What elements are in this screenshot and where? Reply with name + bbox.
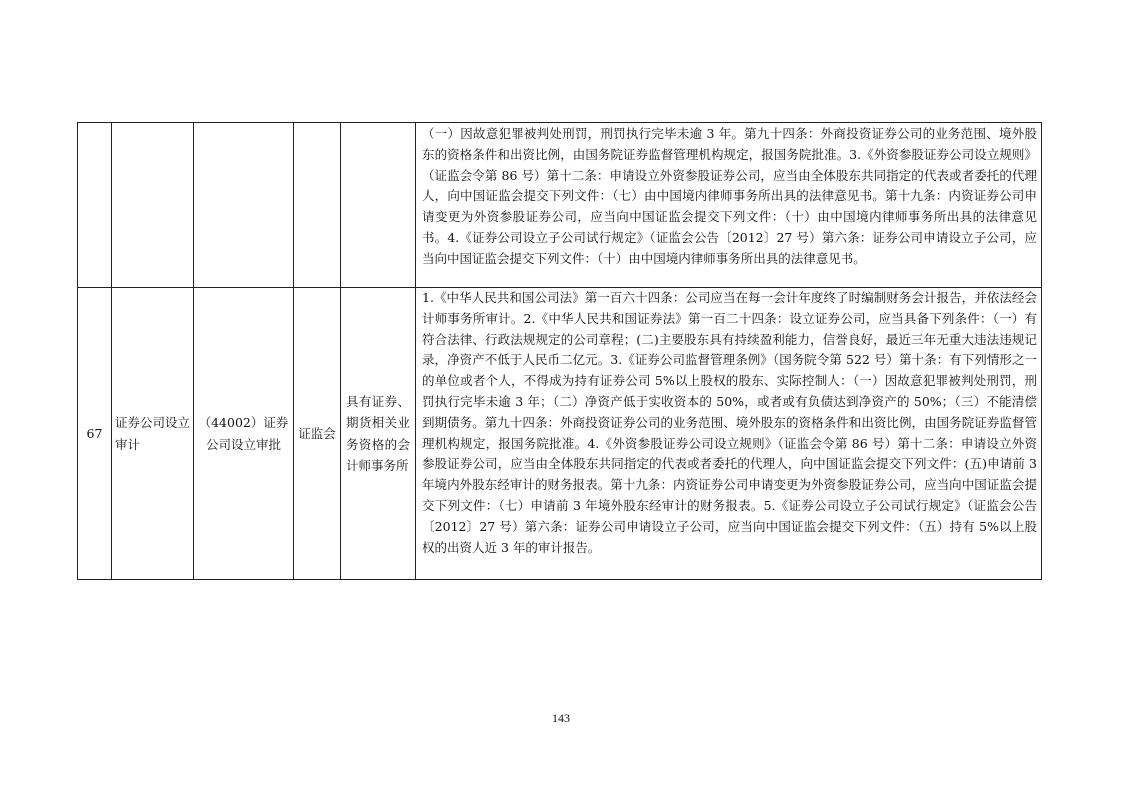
service-name-cell: 证券公司设立审计 — [112, 288, 194, 580]
table-row — [78, 123, 1042, 288]
page-number: 143 — [552, 711, 570, 725]
condition-cell — [341, 123, 416, 288]
regulation-table — [77, 122, 1042, 580]
legal-basis-cell: 1.《中华人民共和国公司法》第一百六十四条：公司应当在每一会计年度终了时编制财务会计报告，并依法经会计师事务所审计。2.《中华人民共和国证券法》第一百二十四条：设立证券公司，应当具备下列条件：（一）有符合法律、行政法规规定的公司章程；(二)主要股东具有持续盈利能力，信誉良好，最近三年无重大违法违规记录，净资产不低于人民币二亿元。3.《证券公司监督管理条例》（国务院令第 522 号）第十条：有下列情形之一的单位或者个人，不得成为持有证券公司 5%以上股权的股东、实际控制人：（一）因故意犯罪被判处刑罚，刑罚执行完毕未逾 3 年；（二）净资产低于实收资本的 50%，或者或有负债达到净资产的 50%；（三）不能清偿到期债务。第九十四条：外商投资证券公司的业务范围、境外股东的资格条件和出资比例，由国务院证券监督管理机构规定，报国务院批准。4.《外资参股证券公司设立规则》（证监会令第 86 号）第十二条：申请设立外资参股证券公司，应当由全体股东共同指定的代表或者委托的代理人，向中国证监会提交下列文件：(五)申请前 3 年境内外股东经审计的财务报表。第十九条：内资证券公司申请变更为外资参股证券公司，应当向中国证监会提交下列文件：（七）申请前 3 年境外股东经审计的财务报表。5.《证券公司设立子公司试行规定》（证监会公告〔2012〕27 号）第六条：证券公司申请设立子公司，应当向中国证监会提交下列文件：（五）持有 5%以上股权的出资人近 3 年的审计报告。 — [416, 288, 1042, 580]
table-row — [78, 288, 1042, 580]
service-name-cell — [112, 123, 194, 288]
approval-item-cell: （44002）证券公司设立审批 — [194, 288, 294, 580]
department-cell: 证监会 — [294, 288, 341, 580]
row-number-cell: 67 — [78, 288, 112, 580]
row-number-cell — [78, 123, 112, 288]
approval-item-cell — [194, 123, 294, 288]
department-cell — [294, 123, 341, 288]
condition-cell: 具有证券、期货相关业务资格的会计师事务所 — [341, 288, 416, 580]
legal-basis-cell: （一）因故意犯罪被判处刑罚，刑罚执行完毕未逾 3 年。第九十四条：外商投资证券公司的业务范围、境外股东的资格条件和出资比例，由国务院证券监督管理机构规定，报国务院批准。3.《外资参股证券公司设立规则》（证监会令第 86 号）第十二条：申请设立外资参股证券公司，应当由全体股东共同指定的代表或者委托的代理人，向中国证监会提交下列文件：（七）由中国境内律师事务所出具的法律意见书。第十九条：内资证券公司申请变更为外资参股证券公司，应当向中国证监会提交下列文件：（十）由中国境内律师事务所出具的法律意见书。4.《证券公司设立子公司试行规定》（证监会公告〔2012〕27 号）第六条：证券公司申请设立子公司，应当向中国证监会提交下列文件：（十）由中国境内律师事务所出具的法律意见书。 — [416, 123, 1042, 288]
